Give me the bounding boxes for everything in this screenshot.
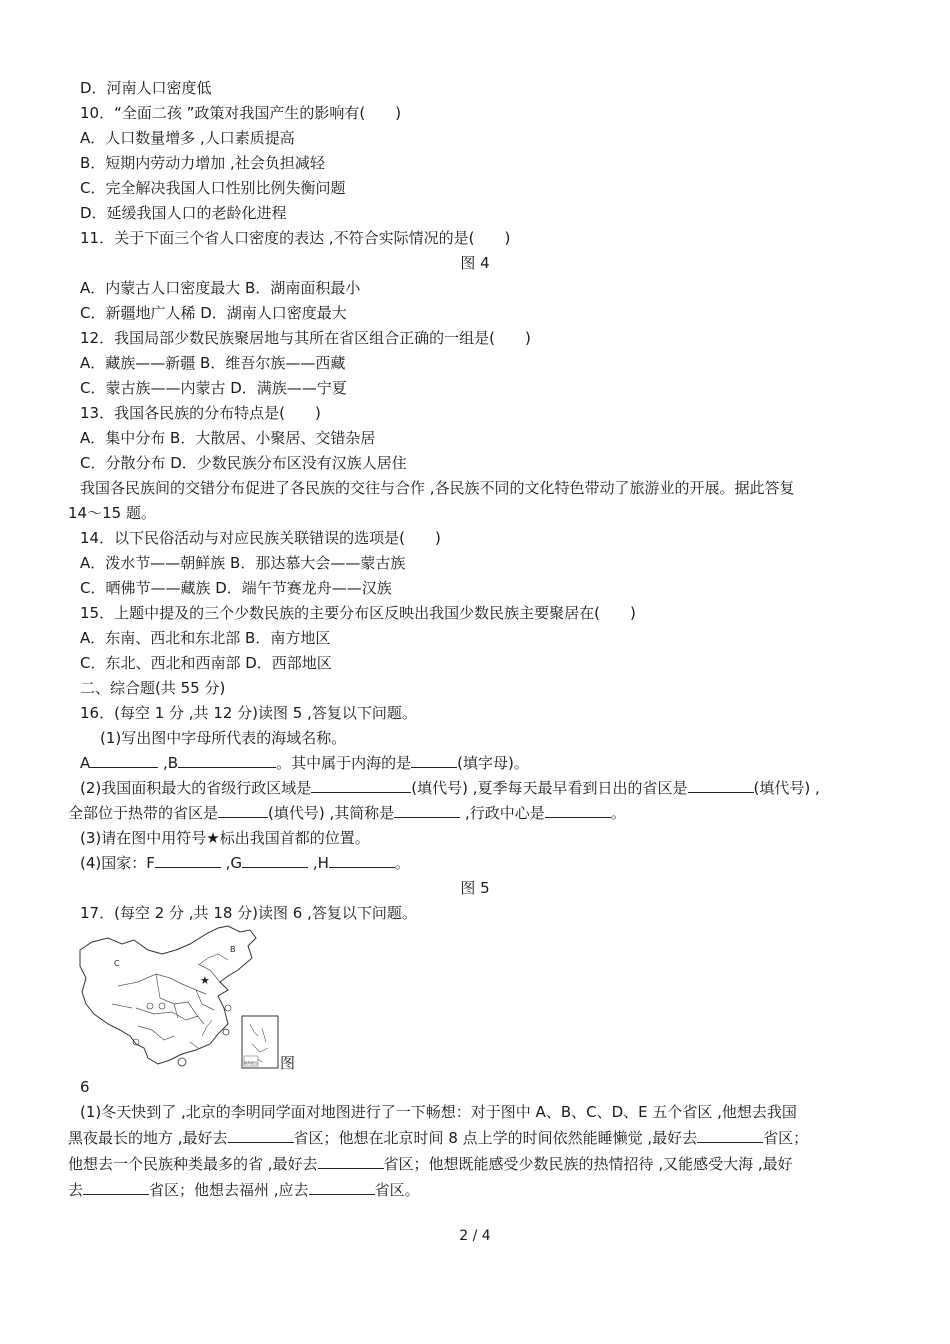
q10-option-c: C．完全解决我国人口性别比例失衡问题 (80, 179, 346, 197)
marker-1 (147, 1003, 153, 1009)
province-end-text: 省区。 (374, 1181, 420, 1199)
q16-part1-answers (80, 753, 529, 773)
blank-minority-sea[interactable] (83, 1180, 149, 1195)
blank-sleep-in[interactable] (697, 1128, 763, 1143)
blank-most-ethnic[interactable] (318, 1154, 384, 1169)
tropical-province-text: 全部位于热带的省区是 (68, 804, 219, 822)
longest-night-text: 黑夜最长的地方 ,最好去 (68, 1129, 228, 1147)
blank-b[interactable] (178, 753, 276, 768)
period: 。 (610, 804, 626, 822)
blank-country-g[interactable] (242, 853, 308, 868)
q12-options-cd: C．蒙古族——内蒙古 D．满族——宁夏 (80, 379, 347, 397)
coastline-detail (190, 954, 228, 1048)
china-map-figure-6 (78, 924, 300, 1072)
go-text: 去 (68, 1181, 84, 1199)
sleep-in-text: 省区；他想在北京时间 8 点上学的时间依然能睡懒觉 ,最好去 (293, 1129, 698, 1147)
blank-country-h[interactable] (329, 853, 395, 868)
q14-options-cd: C．晒佛节——藏族 D．端午节赛龙舟——汉族 (80, 579, 392, 597)
blank-inland-sea[interactable] (411, 753, 457, 768)
blank-abbreviation[interactable] (394, 803, 460, 818)
label-a: A (80, 754, 91, 772)
q9-option-d: D．河南人口密度低 (80, 79, 212, 97)
q14-options-ab: A．泼水节——朝鲜族 B．那达慕大会——蒙古族 (80, 554, 406, 572)
q12-stem: 12．我国局部少数民族聚居地与其所在省区组合正确的一组是( ) (80, 329, 531, 347)
blank-fuzhou[interactable] (309, 1180, 375, 1195)
q16-part2-line2 (68, 803, 626, 823)
label-b: ,B (158, 754, 179, 772)
blank-sunrise-province[interactable] (688, 778, 754, 793)
q17-part1-line2 (68, 1128, 808, 1148)
q11-options-ab: A．内蒙古人口密度最大 B．湖南面积最小 (80, 279, 361, 297)
q15-stem: 15．上题中提及的三个少数民族的主要分布区反映出我国少数民族主要聚居在( ) (80, 604, 636, 622)
q10-option-d: D．延缓我国人口的老龄化进程 (80, 204, 287, 222)
figure-6-number: 6 (80, 1078, 90, 1096)
largest-province-text: (2)我国面积最大的省级行政区域是 (80, 779, 312, 797)
q15-options-cd: C．东北、西北和西南部 D．西部地区 (80, 654, 332, 672)
blank-country-f[interactable] (155, 853, 221, 868)
blank-tropical-province[interactable] (218, 803, 268, 818)
q17-part1-line1: (1)冬天快到了 ,北京的李明同学面对地图进行了一下畅想：对于图中 A、B、C、D、E 五个省区 ,他想去我国 (80, 1103, 797, 1121)
q16-part1: (1)写出图中字母所代表的海域名称。 (100, 729, 347, 747)
blank-longest-night[interactable] (228, 1128, 294, 1143)
q14-stem: 14．以下民俗活动与对应民族关联错误的选项是( ) (80, 529, 441, 547)
q10-option-a: A．人口数量增多 ,人口素质提高 (80, 129, 295, 147)
figure-5-caption: 图 5 (460, 879, 490, 897)
capital-text: ,行政中心是 (460, 804, 545, 822)
sunrise-province-text: (填代号) ,夏季每天最早看到日出的省区是 (411, 779, 688, 797)
fill-code-text: (填代号) , (753, 779, 820, 797)
country-g-text: ,G (220, 854, 243, 872)
q13-stem: 13．我国各民族的分布特点是( ) (80, 404, 321, 422)
marker-2 (159, 1003, 165, 1009)
abbreviation-text: (填代号) ,其简称是 (268, 804, 395, 822)
blank-largest-province[interactable] (311, 778, 411, 793)
q17-stem: 17．(每空 2 分 ,共 18 分)读图 6 ,答复以下问题。 (80, 904, 417, 922)
period: 。 (394, 854, 410, 872)
page-number: 2 / 4 (459, 1228, 491, 1244)
q16-stem: 16．(每空 1 分 ,共 12 分)读图 5 ,答复以下问题。 (80, 704, 417, 722)
q10-option-b: B．短期内劳动力增加 ,社会负担减轻 (80, 154, 325, 172)
section-2-heading: 二、综合题(共 55 分) (80, 679, 226, 697)
q17-part1-line3 (68, 1154, 793, 1174)
minority-sea-text: 省区；他想既能感受少数民族的热情招待 ,又能感受大海 ,最好 (383, 1155, 793, 1173)
country-f-text: (4)国家：F (80, 854, 155, 872)
q13-options-ab: A．集中分布 B．大散居、小聚居、交错杂居 (80, 429, 376, 447)
q17-part1-line4 (68, 1180, 420, 1200)
island-taiwan (223, 1029, 229, 1035)
blank-a[interactable] (90, 753, 158, 768)
q10-stem: 10．“全面二孩 ”政策对我国产生的影响有( ) (80, 104, 402, 122)
passage-line-1: 我国各民族间的交错分布促进了各民族的交往与合作 ,各民族不同的文化特色带动了旅游业的开展。据此答复 (80, 479, 795, 497)
province-text: 省区； (763, 1129, 809, 1147)
label-c: C (114, 959, 120, 968)
q16-part3: (3)请在图中用符号★标出我国首都的位置。 (80, 829, 370, 847)
q16-part4 (80, 853, 410, 873)
q11-stem: 11．关于下面三个省人口密度的表达 ,不符合实际情况的是( ) (80, 229, 511, 247)
fuzhou-text: 省区；他想去福州 ,应去 (149, 1181, 309, 1199)
island-hainan (178, 1058, 186, 1066)
figure-label-tu: 图 (280, 1054, 296, 1072)
figure-4-caption: 图 4 (460, 254, 490, 272)
q13-options-cd: C．分散分布 D．少数民族分布区没有汉族人居住 (80, 454, 407, 472)
marker-4 (225, 1005, 231, 1011)
inset-label: 南海诸岛 (244, 1061, 258, 1065)
q15-options-ab: A．东南、西北和东北部 B．南方地区 (80, 629, 331, 647)
most-ethnic-text: 他想去一个民族种类最多的省 ,最好去 (68, 1155, 318, 1173)
fill-letter-text: (填字母)。 (457, 754, 529, 772)
label-b: B (230, 945, 236, 954)
q12-options-ab: A．藏族——新疆 B．维吾尔族——西藏 (80, 354, 346, 372)
star-icon: ★ (200, 974, 210, 987)
inland-sea-text: 。其中属于内海的是 (276, 754, 412, 772)
passage-line-2: 14～15 题。 (68, 504, 156, 522)
q16-part2-line1 (80, 778, 820, 798)
blank-capital[interactable] (545, 803, 611, 818)
q11-options-cd: C．新疆地广人稀 D．湖南人口密度最大 (80, 304, 347, 322)
country-h-text: ,H (308, 854, 329, 872)
